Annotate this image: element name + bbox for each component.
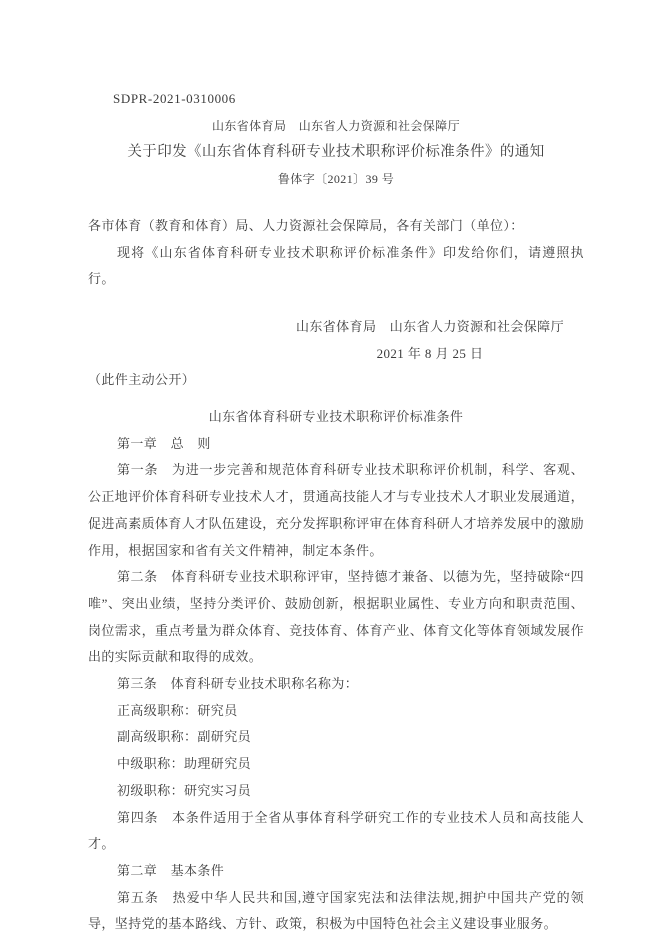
article-2-paragraph: 第二条 体育科研专业技术职称评审，坚持德才兼备、以德为先，坚持破除“四唯”、突出业绩，坚持分类评价、鼓励创新，根据职业属性、专业方向和职责范围、岗位需求，重点考量为群众体育、竞技体育、体育产业、体育文化等体育领域发展作出的实际贡献和取得的成效。 bbox=[88, 569, 584, 665]
spacer bbox=[88, 193, 584, 213]
disclosure-note: （此件主动公开） bbox=[88, 372, 196, 388]
chapter-heading-2: 第二章 基本条件 bbox=[117, 862, 225, 878]
article-1-paragraph: 第一条 为进一步完善和规范体育科研专业技术职称评价机制，科学、客观、公正地评价体育科研专业技术人才，贯通高技能人才与专业技术人才职业发展通道，促进高素质体育人才队伍建设，充分发挥职称评审在体育科研人才培养发展中的激励作用，根据国家和省有关文件精神，制定本条件。 bbox=[88, 462, 584, 558]
rank-line-junior: 初级职称：研究实习员 bbox=[117, 782, 252, 798]
signature-issuers: 山东省体育局 山东省人力资源和社会保障厅 bbox=[295, 318, 564, 334]
chapter-heading-1: 第一章 总 则 bbox=[117, 435, 211, 451]
rank-line-deputy-senior: 副高级职称：副研究员 bbox=[117, 729, 252, 745]
signature-block bbox=[296, 314, 564, 367]
article-3-lead-line: 第三条 体育科研专业技术职称名称为： bbox=[117, 676, 359, 692]
rank-line-senior: 正高级职称：研究员 bbox=[117, 702, 238, 718]
salutation-line: 各市体育（教育和体育）局、人力资源社会保障局，各有关部门（单位）： bbox=[88, 217, 524, 233]
signature-date: 2021 年 8 月 25 日 bbox=[376, 345, 484, 361]
reference-number: 鲁体字〔2021〕39 号 bbox=[277, 172, 395, 187]
notice-title: 关于印发《山东省体育科研专业技术职称评价标准条件》的通知 bbox=[127, 144, 545, 161]
article-5-paragraph: 第五条 热爱中华人民共和国,遵守国家宪法和法律法规,拥护中国共产党的领导，坚持党的基本路线、方针、政策，积极为中国特色社会主义建设事业服务。 bbox=[88, 889, 584, 932]
standards-document-title: 山东省体育科研专业技术职称评价标准条件 bbox=[208, 409, 464, 425]
doc-registration-number: SDPR-2021-0310006 bbox=[113, 91, 236, 106]
issuing-agencies-header: 山东省体育局 山东省人力资源和社会保障厅 bbox=[211, 118, 460, 133]
article-4-paragraph: 第四条 本条件适用于全省从事体育科学研究工作的专业技术人员和高技能人才。 bbox=[88, 809, 584, 852]
rank-line-intermediate: 中级职称：助理研究员 bbox=[117, 756, 252, 772]
intro-paragraph: 现将《山东省体育科研专业技术职称评价标准条件》印发给你们，请遵照执行。 bbox=[88, 244, 584, 287]
spacer bbox=[88, 394, 584, 404]
spacer bbox=[88, 293, 584, 314]
